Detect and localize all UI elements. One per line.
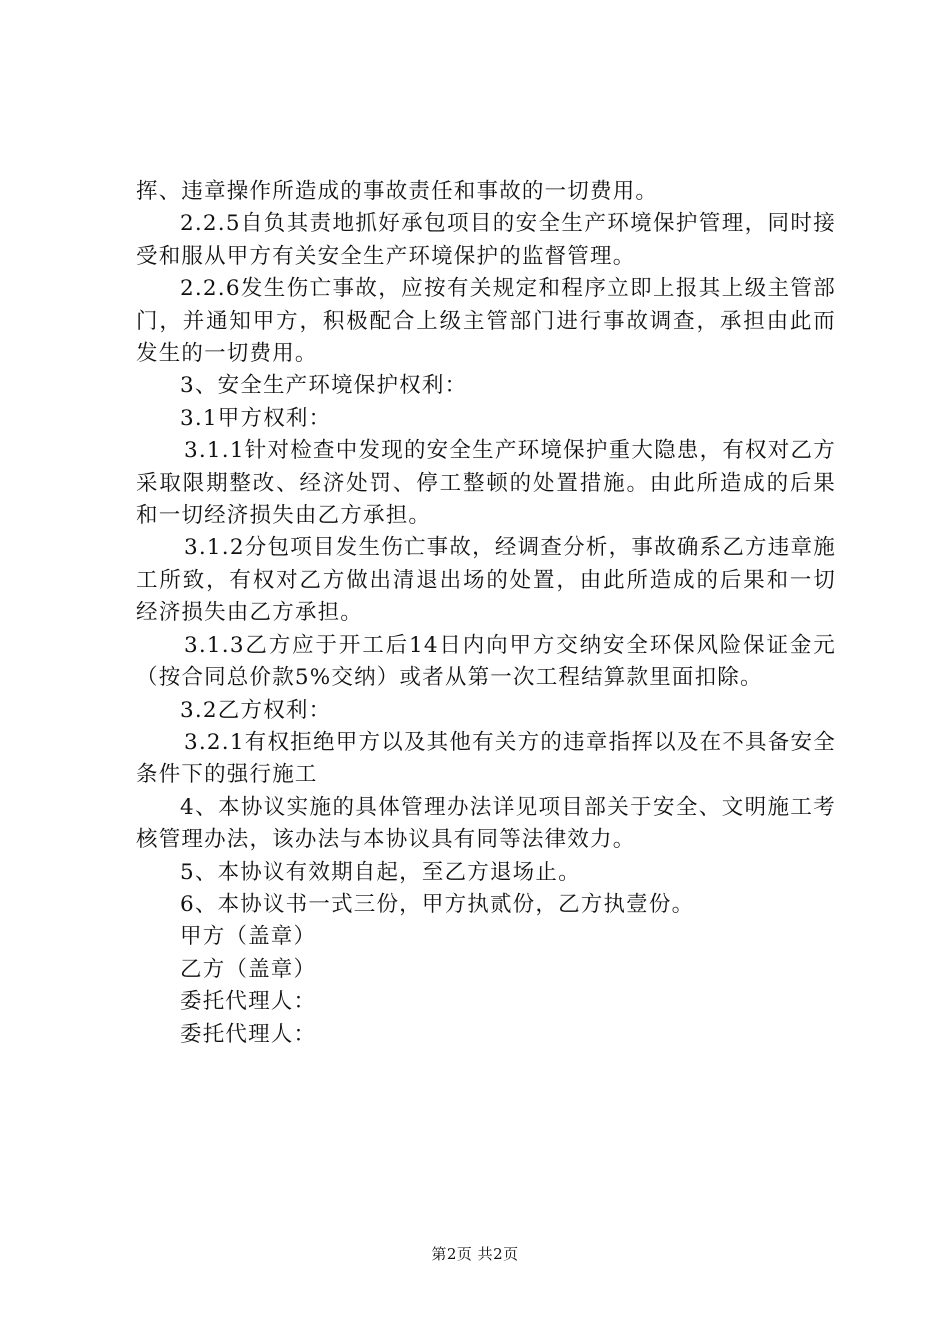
paragraph: 3.1.2分包项目发生伤亡事故，经调查分析，事故确系乙方违章施工所致，有权对乙方做出清退出场的处置，由此所造成的后果和一切经济损失由乙方承担。 [136, 535, 836, 626]
paragraph: 挥、违章操作所造成的事故责任和事故的一切费用。 [136, 179, 659, 204]
agent-line: 委托代理人： [180, 989, 317, 1015]
paragraph: 4、本协议实施的具体管理办法详见项目部关于安全、文明施工考核管理办法，该办法与本协议具有同等法律效力。 [136, 794, 836, 853]
agent-line: 委托代理人： [180, 1021, 317, 1047]
subsection-heading: 3.1甲方权利： [180, 405, 332, 431]
page-number-footer: 第2页 共2页 [431, 1245, 519, 1263]
paragraph: 6、本协议书一式三份，甲方执贰份，乙方执壹份。 [180, 891, 695, 917]
signature-party-a: 甲方（盖章） [180, 924, 317, 950]
signature-party-b: 乙方（盖章） [180, 956, 317, 982]
subsection-heading: 3.2乙方权利： [180, 697, 332, 723]
paragraph: 3.1.1针对检查中发现的安全生产环境保护重大隐患，有权对乙方采取限期整改、经济处罚、停工整顿的处置措施。由此所造成的后果和一切经济损失由乙方承担。 [136, 438, 836, 529]
paragraph: 3.1.3乙方应于开工后14日内向甲方交纳安全环保风险保证金元（按合同总价款5%交纳）或者从第一次工程结算款里面扣除。 [136, 632, 836, 691]
paragraph: 2.2.5自负其责地抓好承包项目的安全生产环境保护管理，同时接受和服从甲方有关安全生产环境保护的监督管理。 [136, 211, 836, 269]
paragraph: 3.2.1有权拒绝甲方以及其他有关方的违章指挥以及在不具备安全条件下的强行施工 [136, 729, 836, 788]
document-body [136, 176, 836, 1051]
paragraph: 5、本协议有效期自起，至乙方退场止。 [180, 859, 581, 885]
paragraph: 2.2.6发生伤亡事故，应按有关规定和程序立即上报其上级主管部门，并通知甲方，积极配合上级主管部门进行事故调查，承担由此而发生的一切费用。 [136, 276, 836, 367]
section-heading: 3、安全生产环境保护权利： [180, 373, 468, 399]
